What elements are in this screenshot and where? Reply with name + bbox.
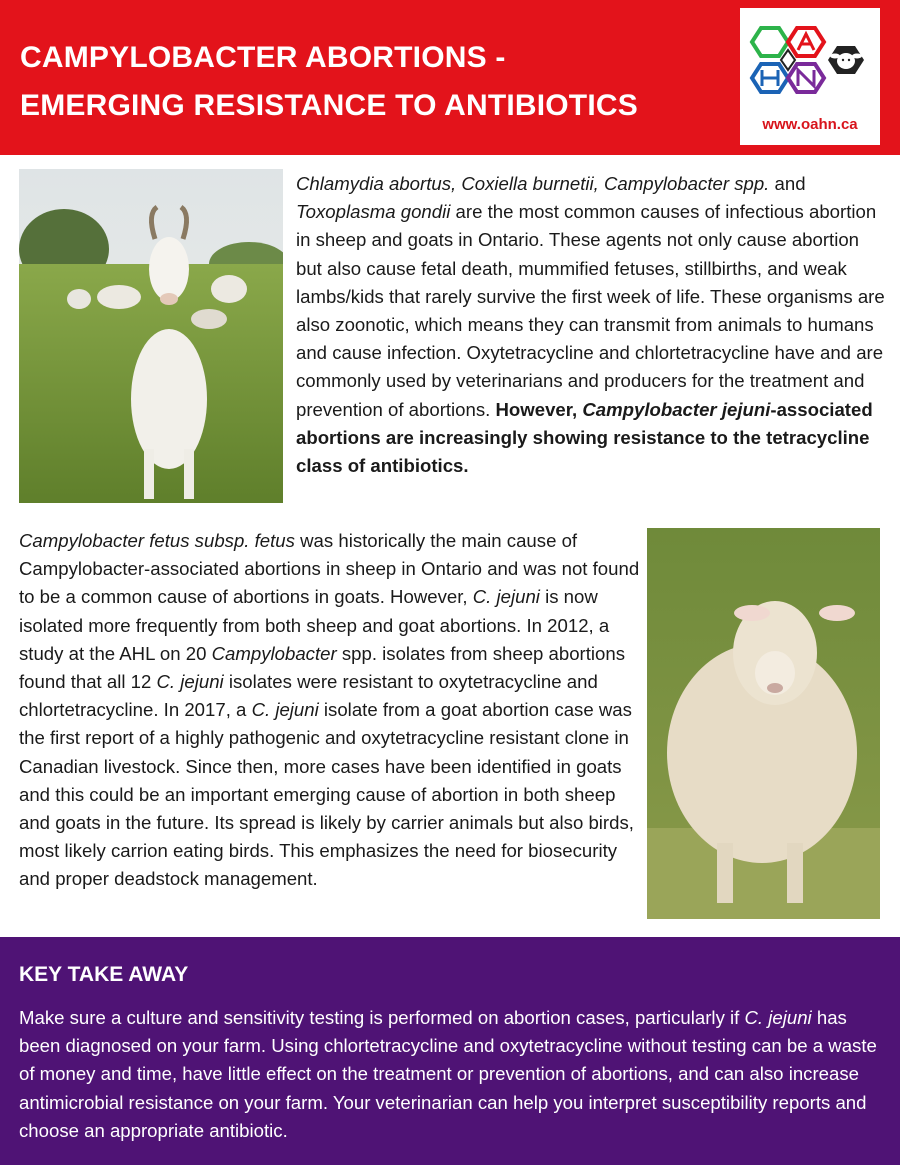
title-line-2: EMERGING RESISTANCE TO ANTIBIOTICS: [20, 89, 638, 122]
key-takeaway-panel: [0, 937, 900, 1165]
intro-paragraph: [296, 170, 888, 480]
intro-text-and: and: [769, 173, 806, 194]
header-banner: [0, 0, 900, 155]
key-takeaway-title: KEY TAKE AWAY: [19, 963, 189, 986]
intro-emphasis: However, Campylobacter jejuni-associated abortions are increasingly showing resistance to the tetracycline class of antibiotics.: [296, 398, 873, 477]
title-line-1: CAMPYLOBACTER ABORTIONS -: [20, 41, 506, 74]
key-takeaway-text: Make sure a culture and sensitivity testing is performed on abortion cases, particularly if C. jejuni has been diagnosed on your farm. Using chlortetracycline and oxytetracycline without testing can be a waste of money and time, have little effect on the treatment or prevention of abortions, and can also increase antimicrobial resistance on your farm. Your veterinarian can help you interpret susceptibility reports and choose an appropriate antibiotic.: [19, 1007, 877, 1141]
sheep-photo: [647, 528, 880, 919]
intro-toxoplasma: Toxoplasma gondii: [296, 201, 451, 223]
oahn-logo[interactable]: [740, 8, 880, 145]
page-title: [20, 34, 740, 130]
intro-organisms: Chlamydia abortus, Coxiella burnetii, Campylobacter spp.: [296, 173, 770, 194]
oahn-hexagon-logo-icon: [748, 20, 872, 112]
goat-photo: [19, 169, 283, 503]
intro-c-jejuni: Campylobacter jejuni: [582, 398, 771, 420]
body-paragraph: Campylobacter fetus subsp. fetus was historically the main cause of Campylobacter-associated abortions in sheep in Ontario and was not found to be a common cause of abortions in goats. However, C. jejuni is now isolated more frequently from both sheep and goat abortions. In 2012, a study at the AHL on 20 Campylobacter spp. isolates from sheep abortions found that all 12 C. jejuni isolates were resistant to oxytetracycline and chlortetracycline. In 2017, a C. jejuni isolate from a goat abortion case was the first report of a highly pathogenic and oxytetracycline resistant clone in Canadian livestock. Since then, more cases have been identified in goats and this could be an important emerging cause of abortion in both sheep and goats in the future. Its spread is likely by carrier animals but also birds, most likely carrion eating birds. This emphasizes the need for biosecurity and proper deadstock management.: [19, 530, 640, 890]
intro-text-main: are the most common causes of infectious abortion in sheep and goats in Ontario. These agents not only cause abortion but also cause fetal death, mummified fetuses, stillbirths, and weak lambs/kids that rarely survive the first week of life. These organisms are also zoonotic, which means they can transmit from animals to humans and cause infection. Oxytetracycline and chlortetracycline have and are commonly used by veterinarians and producers for the treatment and prevention of abortions.: [296, 201, 885, 420]
website-url[interactable]: www.oahn.ca: [762, 116, 858, 133]
